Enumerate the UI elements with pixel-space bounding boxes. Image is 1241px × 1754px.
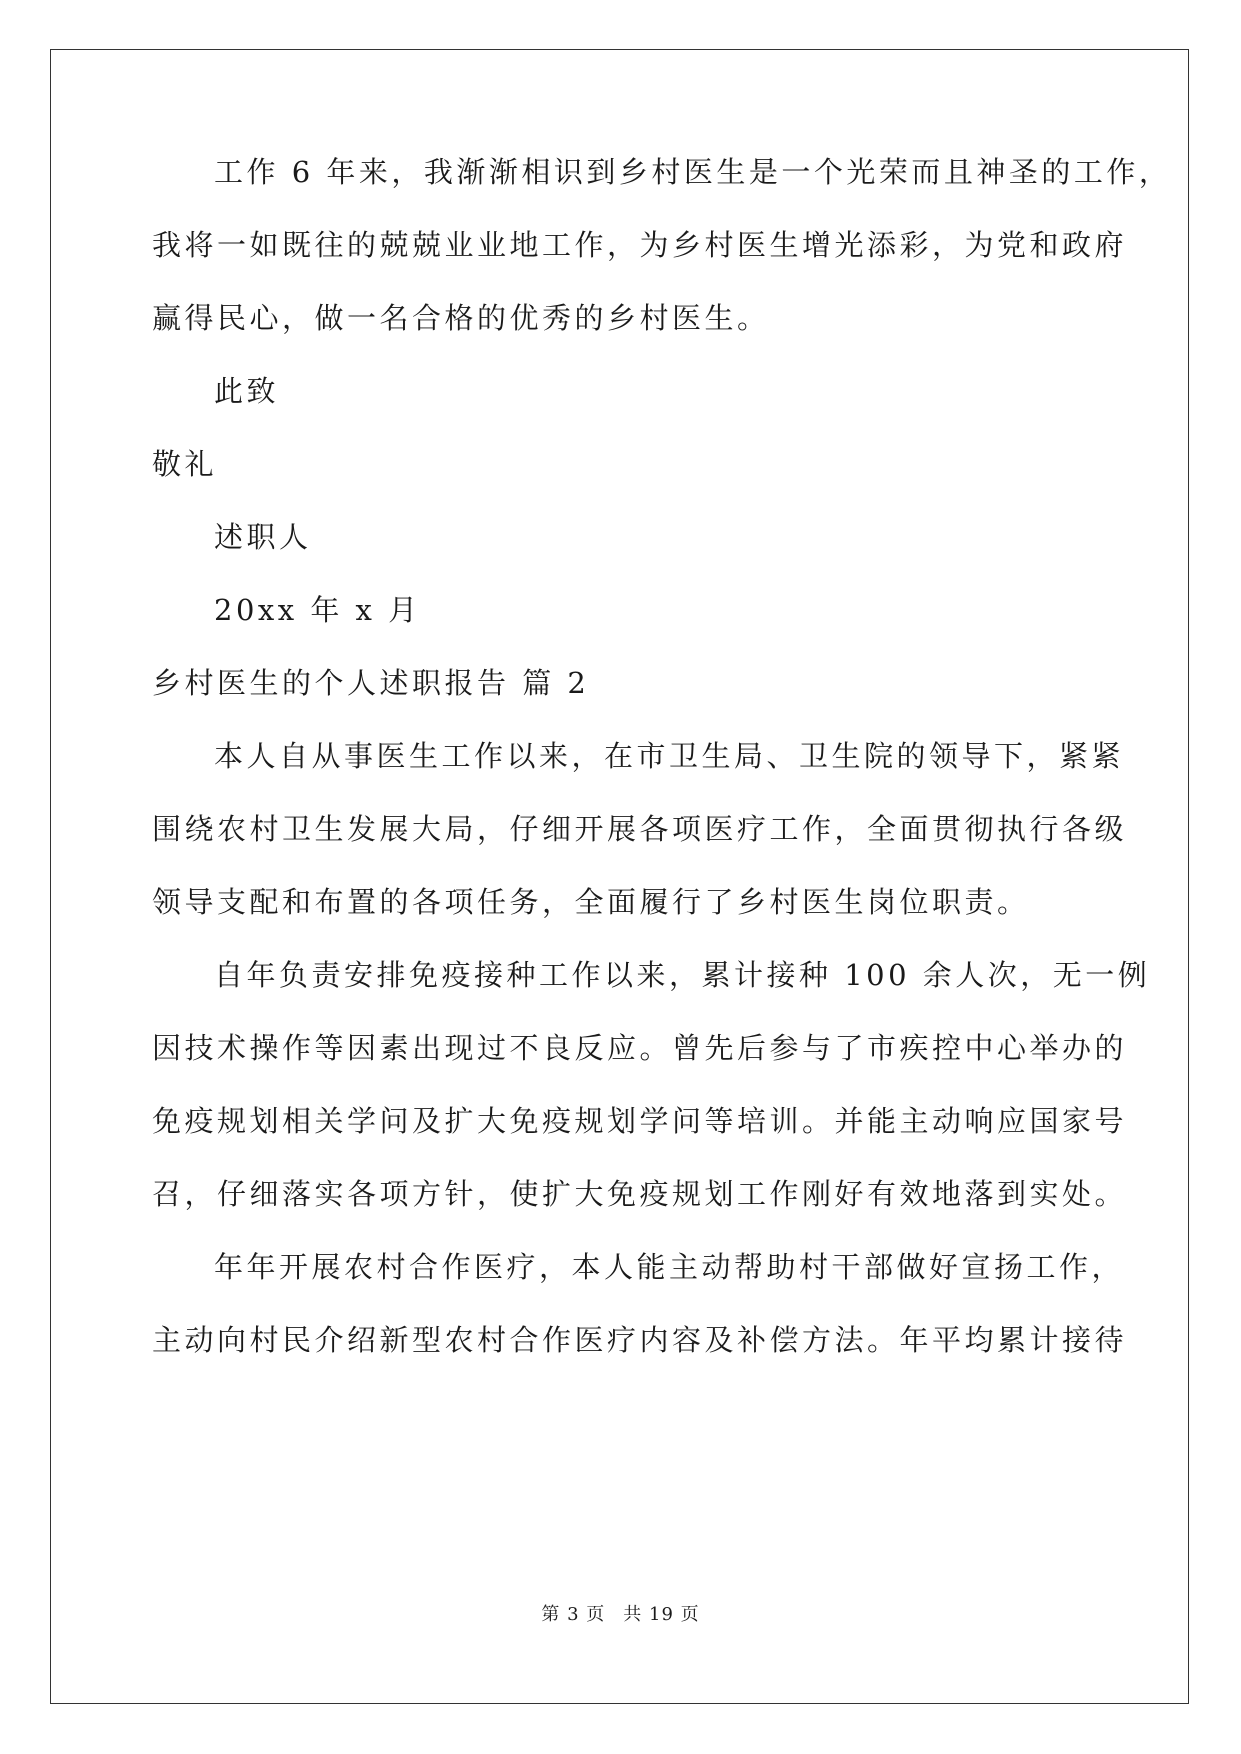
signature-label: 述职人 bbox=[214, 520, 312, 554]
paragraph-line: 工作 6 年来，我渐渐相识到乡村医生是一个光荣而且神圣的工作， bbox=[214, 155, 1172, 189]
paragraph-line: 自年负责安排免疫接种工作以来，累计接种 100 余人次，无一例 bbox=[214, 958, 1151, 992]
paragraph-line: 围绕农村卫生发展大局，仔细开展各项医疗工作，全面贯彻执行各级 bbox=[152, 812, 1128, 846]
paragraph-line: 免疫规划相关学问及扩大免疫规划学问等培训。并能主动响应国家号 bbox=[152, 1104, 1128, 1138]
paragraph-line: 主动向村民介绍新型农村合作医疗内容及补偿方法。年平均累计接待 bbox=[152, 1323, 1128, 1357]
paragraph-line: 本人自从事医生工作以来，在市卫生局、卫生院的领导下，紧紧 bbox=[214, 739, 1125, 773]
page-footer bbox=[0, 1600, 1241, 1626]
paragraph-line: 年年开展农村合作医疗，本人能主动帮助村干部做好宣扬工作， bbox=[214, 1250, 1125, 1284]
closing-respect: 敬礼 bbox=[152, 447, 218, 481]
paragraph-line: 领导支配和布置的各项任务，全面履行了乡村医生岗位职责。 bbox=[152, 885, 1030, 919]
closing-salutation: 此致 bbox=[214, 374, 280, 408]
page-total: 共 19 页 bbox=[623, 1604, 700, 1625]
date-line: 20xx 年 x 月 bbox=[214, 593, 421, 627]
paragraph-line: 召，仔细落实各项方针，使扩大免疫规划工作刚好有效地落到实处。 bbox=[152, 1177, 1128, 1211]
paragraph-line: 赢得民心，做一名合格的优秀的乡村医生。 bbox=[152, 301, 770, 335]
paragraph-line: 我将一如既往的兢兢业业地工作，为乡村医生增光添彩，为党和政府 bbox=[152, 228, 1128, 262]
section-heading: 乡村医生的个人述职报告 篇 2 bbox=[152, 666, 590, 700]
paragraph-line: 因技术操作等因素出现过不良反应。曾先后参与了市疾控中心举办的 bbox=[152, 1031, 1128, 1065]
page-number: 第 3 页 bbox=[541, 1604, 606, 1625]
